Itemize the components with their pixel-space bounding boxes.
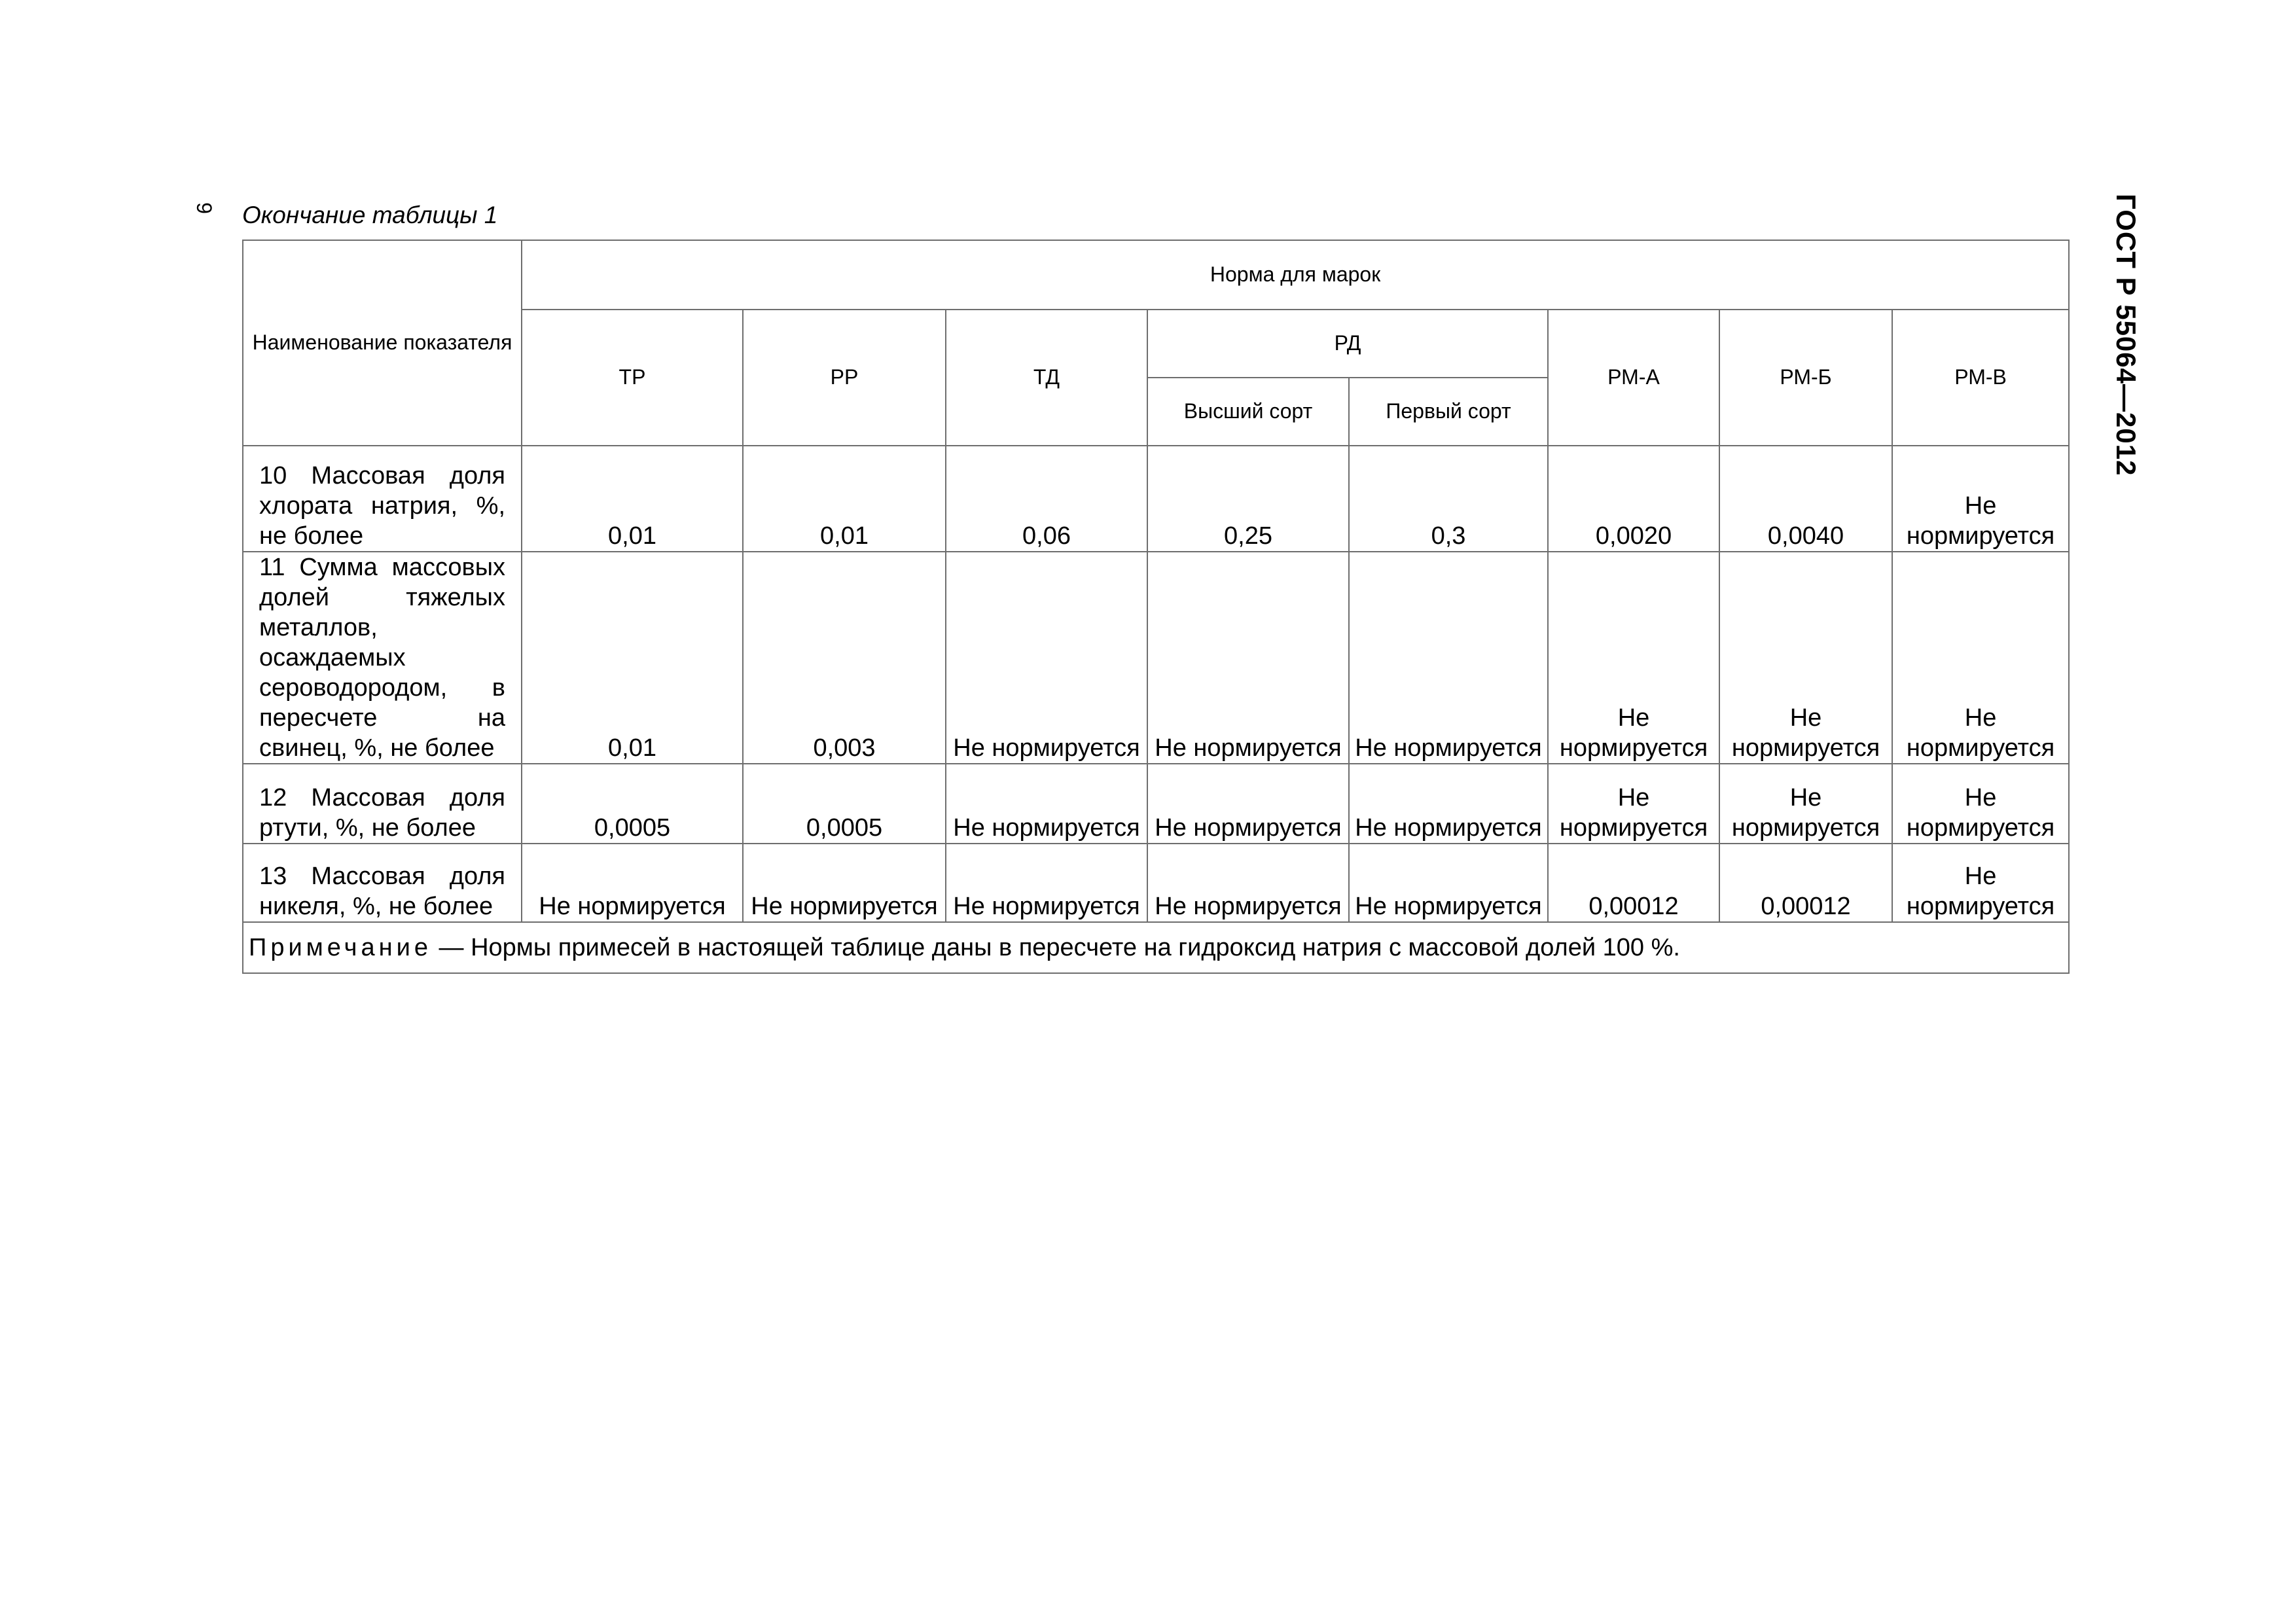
table-caption: Окончание таблицы 1 bbox=[242, 202, 498, 228]
cell-value: Не нормируется bbox=[1892, 552, 2069, 764]
cell-value: Не нормируется bbox=[946, 764, 1147, 844]
table-row bbox=[243, 552, 2069, 764]
note-label: Примечание bbox=[249, 933, 432, 961]
cell-value: Не нормируется bbox=[1548, 764, 1719, 844]
row-name: 11 Сумма массовых долей тяжелых металлов, осаждаемых сероводородом, в пересчете на свинец, %, не более bbox=[243, 552, 522, 764]
cell-value: Не нормируется bbox=[1548, 552, 1719, 764]
standards-table bbox=[242, 240, 2070, 974]
cell-value: 0,01 bbox=[522, 446, 743, 552]
cell-value: 0,25 bbox=[1147, 446, 1349, 552]
cell-value: Не нормируется bbox=[1892, 764, 2069, 844]
header-brand-rd: РД bbox=[1147, 310, 1548, 378]
header-brand-rma: РМ-А bbox=[1548, 310, 1719, 446]
cell-value: Не нормируется bbox=[1349, 764, 1548, 844]
cell-value: Не нормируется bbox=[1349, 552, 1548, 764]
table-row bbox=[243, 844, 2069, 922]
header-rd-first-grade: Первый сорт bbox=[1349, 378, 1548, 446]
cell-value: Не нормируется bbox=[522, 844, 743, 922]
cell-value: Не нормируется bbox=[1349, 844, 1548, 922]
cell-value: 0,003 bbox=[743, 552, 946, 764]
header-brand-td: ТД bbox=[946, 310, 1147, 446]
cell-value: 0,01 bbox=[743, 446, 946, 552]
header-group: Норма для марок bbox=[522, 240, 2069, 310]
cell-value: 0,00012 bbox=[1719, 844, 1892, 922]
header-brand-rr: РР bbox=[743, 310, 946, 446]
cell-value: Не нормируется bbox=[1147, 764, 1349, 844]
cell-value: 0,0005 bbox=[522, 764, 743, 844]
cell-value: Не нормируется bbox=[946, 844, 1147, 922]
cell-value: Не нормируется bbox=[743, 844, 946, 922]
cell-value: Не нормируется bbox=[1892, 446, 2069, 552]
cell-value: Не нормируется bbox=[1892, 844, 2069, 922]
page-number: 9 bbox=[192, 202, 216, 214]
cell-value: Не нормируется bbox=[1719, 552, 1892, 764]
note-text: — Нормы примесей в настоящей таблице даны в пересчете на гидроксид натрия с массовой долей 100 %. bbox=[431, 933, 1680, 961]
cell-value: 0,0020 bbox=[1548, 446, 1719, 552]
header-brand-rmv: РМ-В bbox=[1892, 310, 2069, 446]
cell-value: Не нормируется bbox=[946, 552, 1147, 764]
cell-value: 0,3 bbox=[1349, 446, 1548, 552]
cell-value: Не нормируется bbox=[1719, 764, 1892, 844]
row-name: 12 Массовая доля ртути, %, не более bbox=[243, 764, 522, 844]
document-id: ГОСТ Р 55064—2012 bbox=[2111, 194, 2142, 476]
cell-value: Не нормируется bbox=[1147, 552, 1349, 764]
row-name: 13 Массовая доля никеля, %, не более bbox=[243, 844, 522, 922]
table-row bbox=[243, 446, 2069, 552]
table-row bbox=[243, 764, 2069, 844]
row-name: 10 Массовая доля хлората натрия, %, не более bbox=[243, 446, 522, 552]
cell-value: 0,06 bbox=[946, 446, 1147, 552]
header-name-column: Наименование показателя bbox=[243, 240, 522, 446]
table-note-row bbox=[243, 922, 2069, 973]
cell-value: 0,0005 bbox=[743, 764, 946, 844]
cell-value: 0,00012 bbox=[1548, 844, 1719, 922]
header-brand-rmb: РМ-Б bbox=[1719, 310, 1892, 446]
header-rd-top-grade: Высший сорт bbox=[1147, 378, 1349, 446]
header-brand-tr: ТР bbox=[522, 310, 743, 446]
cell-value: 0,0040 bbox=[1719, 446, 1892, 552]
table-note bbox=[243, 922, 2069, 973]
cell-value: 0,01 bbox=[522, 552, 743, 764]
cell-value: Не нормируется bbox=[1147, 844, 1349, 922]
